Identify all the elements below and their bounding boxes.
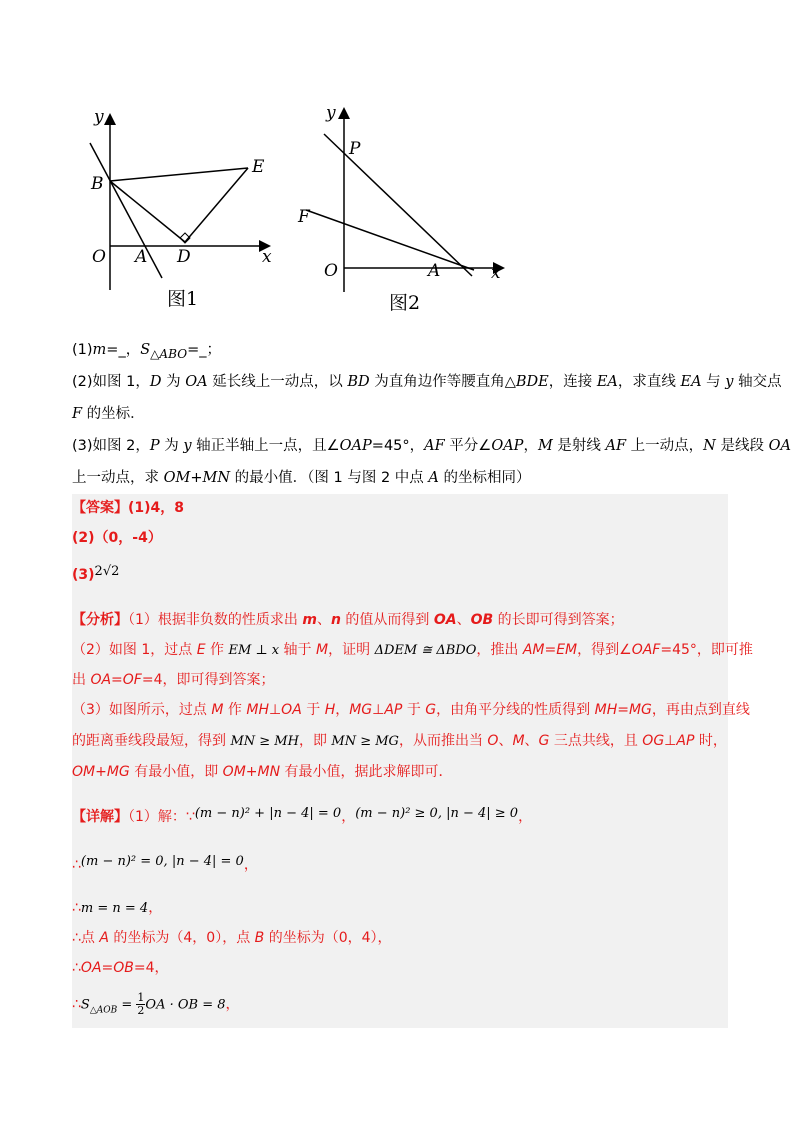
detail-line-5: ∴OA=OB=4， bbox=[72, 960, 169, 976]
figure-2-diagram bbox=[292, 96, 512, 316]
line-pa bbox=[324, 134, 472, 276]
label-e: E bbox=[252, 157, 265, 177]
answer-line-2: (2)（0，-4） bbox=[72, 530, 162, 546]
answer-line-1: 【答案】(1)4，8 bbox=[72, 500, 185, 516]
question-part-1: (1)m=_，$S_{\triangle ABO}=\_$； bbox=[72, 342, 222, 361]
analysis-line-3: 出 OA=OF=4，即可得到答案； bbox=[72, 672, 275, 688]
label-d: D bbox=[177, 247, 191, 267]
figure-1-diagram bbox=[80, 100, 280, 310]
label-b: B bbox=[91, 174, 104, 194]
label-y: y bbox=[94, 107, 104, 127]
segment-be bbox=[110, 168, 248, 181]
label-o: O bbox=[92, 247, 106, 267]
figure-1 bbox=[80, 100, 280, 310]
label-o: O bbox=[324, 261, 338, 281]
label-a: A bbox=[428, 261, 441, 281]
analysis-line-4: （3）如图所示，过点 M 作 MH⊥OA 于 H，MG⊥AP 于 G，由角平分线的性质得到 MH=MG，再由点到直线 bbox=[72, 702, 750, 718]
analysis-line-1: 【分析】（1）根据非负数的性质求出 m、n 的值从而得到 OA、OB 的长即可得到答案； bbox=[72, 612, 624, 628]
figure-2 bbox=[292, 96, 512, 316]
question-part-3-cont: 上一动点，求 OM+MN 的最小值．（图 1 与图 2 中点 A 的坐标相同） bbox=[72, 470, 531, 486]
detail-line-6: $\therefore S_{\triangle AOB}$ = $\frac{1}{2}$ OA · OB = 8， bbox=[72, 991, 240, 1017]
figure-2-caption: 图2 bbox=[389, 292, 421, 314]
analysis-line-2: （2）如图 1，过点 E 作 EM ⊥ x 轴于 M，证明 ΔDEM ≅ ΔBDO，推出 AM=EM，得到∠OAF=45°，即可推 bbox=[72, 642, 753, 658]
question-part-2: (2)如图 1，D 为 OA 延长线上一动点，以 BD 为直角边作等腰直角△BDE，连接 EA，求直线 EA 与 y 轴交点 bbox=[72, 374, 782, 390]
detail-line-3: ∴m = n = 4， bbox=[72, 900, 163, 916]
figure-1-caption: 图1 bbox=[167, 288, 199, 310]
label-y: y bbox=[326, 103, 336, 123]
answer-line-3: (3)2√2 bbox=[72, 564, 120, 583]
label-a: A bbox=[135, 247, 148, 267]
analysis-line-5: 的距离垂线段最短，得到 MN ≥ MH，即 MN ≥ MG，从而推出当 O、M、G 三点共线，且 OG⊥AP 时， bbox=[72, 733, 727, 749]
detail-line-4: ∴点 A 的坐标为（4，0），点 B 的坐标为（0，4）， bbox=[72, 930, 392, 946]
segment-de bbox=[185, 168, 248, 242]
analysis-line-6: OM+MG 有最小值，即 OM+MN 有最小值，据此求解即可． bbox=[72, 764, 453, 780]
detail-line-1: 【详解】（1）解：∵(m − n)² + |n − 4| = 0，(m − n)² ≥ 0, |n − 4| ≥ 0， bbox=[72, 806, 533, 825]
label-p: P bbox=[349, 139, 361, 159]
label-x: x bbox=[491, 263, 501, 283]
segment-bd bbox=[110, 181, 185, 242]
label-x: x bbox=[262, 247, 272, 267]
question-part-2-cont: F 的坐标． bbox=[72, 406, 145, 422]
label-f: F bbox=[298, 207, 310, 227]
detail-line-2: ∴(m − n)² = 0, |n − 4| = 0， bbox=[72, 854, 258, 873]
question-part-3: (3)如图 2，P 为 y 轴正半轴上一点，且∠OAP=45°，AF 平分∠OAP，M 是射线 AF 上一动点，N 是线段 OA bbox=[72, 438, 791, 454]
